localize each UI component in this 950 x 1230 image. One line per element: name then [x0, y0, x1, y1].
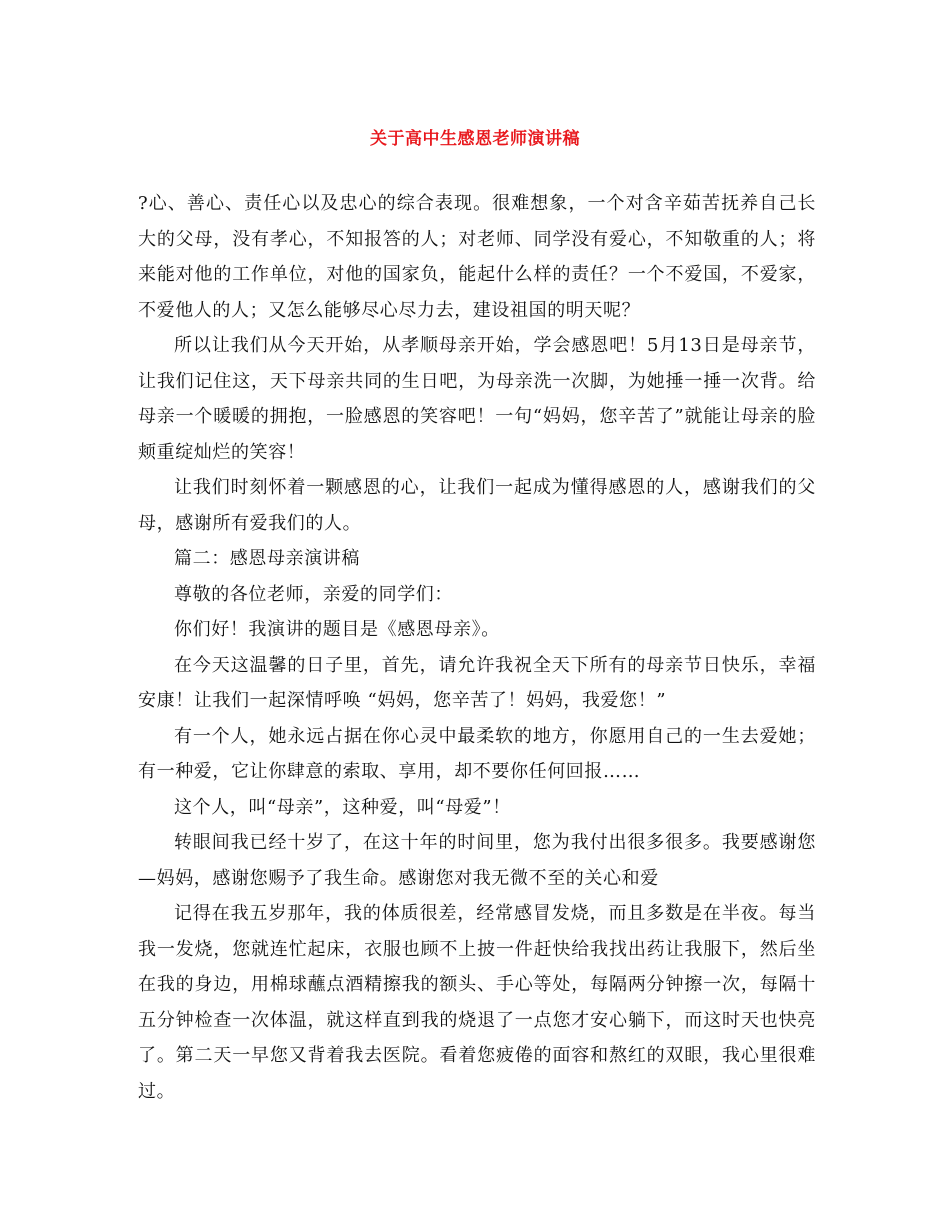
paragraph: 有一个人，她永远占据在你心灵中最柔软的地方，你愿用自己的一生去爱她；有一种爱，它让你肆意的索取、享用，却不要你任何回报……	[138, 725, 816, 782]
document-title: 关于高中生感恩老师演讲稿	[370, 129, 580, 149]
paragraph: 转眼间我已经十岁了，在这十年的时间里，您为我付出很多很多。我要感谢您—妈妈，感谢您赐予了我生命。感谢您对我无微不至的关心和爱	[138, 832, 816, 889]
paragraph: 所以让我们从今天开始，从孝顺母亲开始，学会感恩吧！5月13日是母亲节，让我们记住这，天下母亲共同的生日吧，为母亲洗一次脚，为她捶一捶一次背。给母亲一个暖暖的拥抱，一脸感恩的笑容吧！一句“妈妈，您辛苦了”就能让母亲的脸颊重绽灿烂的笑容！	[138, 335, 816, 463]
paragraph: 你们好！我演讲的题目是《感恩母亲》。	[174, 619, 500, 640]
paragraph: 在今天这温馨的日子里，首先，请允许我祝全天下所有的母亲节日快乐，幸福安康！让我们一起深情呼唤 “妈妈，您辛苦了！妈妈，我爱您！”	[138, 654, 816, 711]
paragraph: 让我们时刻怀着一颗感恩的心，让我们一起成为懂得感恩的人，感谢我们的父母，感谢所有爱我们的人。	[138, 477, 816, 534]
paragraph: 这个人，叫“母亲”，这种爱，叫“母爱”！	[174, 796, 511, 818]
paragraph: 记得在我五岁那年，我的体质很差，经常感冒发烧，而且多数是在半夜。每当我一发烧，您就连忙起床，衣服也顾不上披一件赶快给我找出药让我服下，然后坐在我的身边，用棉球蘸点酒精擦我的额头、手心等处，每隔两分钟擦一次，每隔十五分钟检查一次体温，就这样直到我的烧退了一点您才安心躺下，而这时天也快亮了。第二天一早您又背着我去医院。看着您疲倦的面容和熬红的双眼，我心里很难过。	[138, 903, 816, 1102]
salutation: 尊敬的各位老师，亲爱的同学们：	[174, 583, 453, 605]
document-body	[138, 186, 816, 1109]
paragraph: ?心、善心、责任心以及忠心的综合表现。很难想象，一个对含辛茹苦抚养自己长大的父母，没有孝心，不知报答的人；对老师、同学没有爱心，不知敬重的人；将来能对他的工作单位，对他的国家负，能起什么样的责任？一个不爱国，不爱家，不爱他人的人；又怎么能够尽心尽力去，建设祖国的明天呢？	[138, 193, 816, 321]
section-heading: 篇二：感恩母亲演讲稿	[174, 548, 360, 569]
